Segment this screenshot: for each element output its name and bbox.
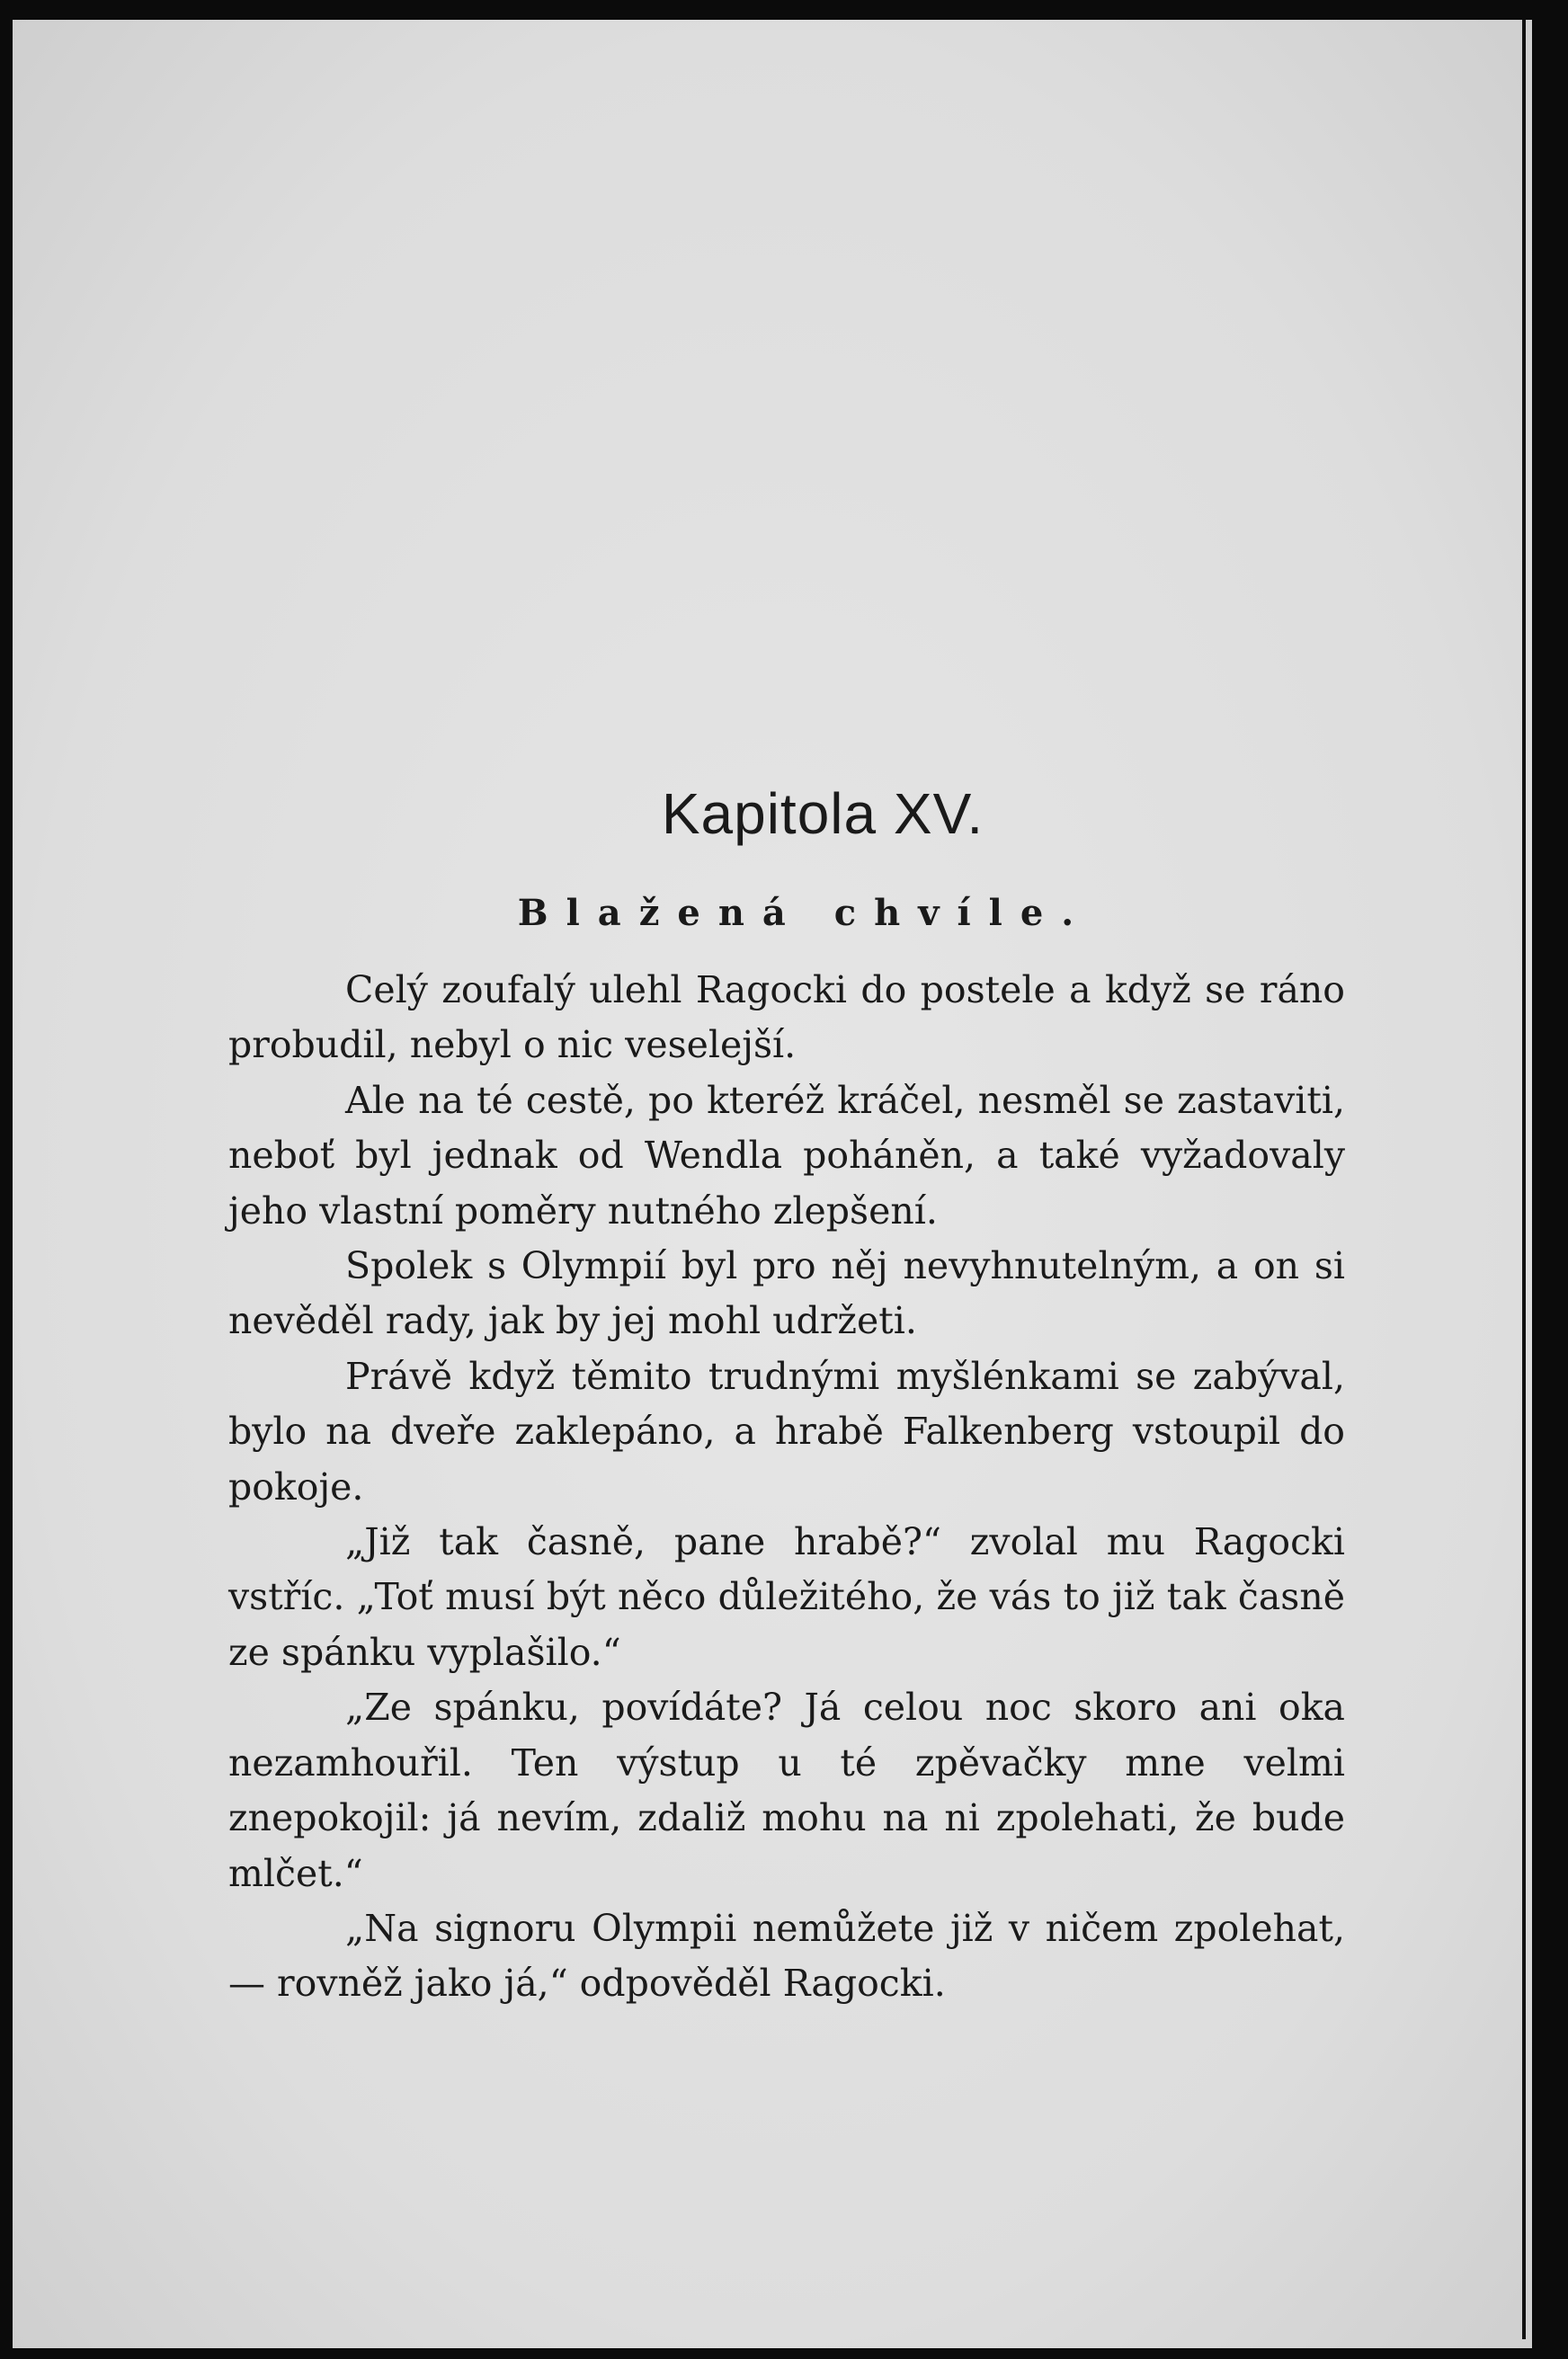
paragraph: „Na signoru Olympii nemůžete již v ničem zpolehat, — rovněž jako já,“ odpověděl Ragocki. [228, 1906, 1345, 2006]
paragraph: Spolek s Olympií byl pro něj nevyhnutelným, a on si nevěděl rady, jak by jej mohl udržeti. [228, 1244, 1345, 1343]
paragraph: „Již tak časně, pane hrabě?“ zvolal mu Ragocki vstříc. „Toť musí být něco důležitého, že vás to již tak časně ze spánku vyplašilo.“ [228, 1520, 1345, 1674]
binding-edge [1522, 20, 1526, 2339]
chapter-title: Kapitola XV. [661, 781, 984, 846]
paragraph: Právě když těmito trudnými myšlénkami se zabýval, bylo na dveře zaklepáno, a hrabě Falkenberg vstoupil do pokoje. [228, 1354, 1345, 1509]
paragraph: „Ze spánku, povídáte? Já celou noc skoro ani oka nezamhouřil. Ten výstup u té zpěvačky mne velmi znepokojil: já nevím, zdaliž mohu na ni zpolehati, že bude mlčet.“ [228, 1686, 1345, 1895]
chapter-subtitle: Blažená chvíle. [517, 892, 1092, 934]
paragraph: Ale na té cestě, po kteréž kráčel, nesměl se zastaviti, neboť byl jednak od Wendla poháněn, a také vyžadovaly jeho vlastní poměry nutného zlepšení. [228, 1078, 1345, 1233]
chapter-text [228, 769, 1345, 2012]
paragraph: Celý zoufalý ulehl Ragocki do postele a když se ráno probudil, nebyl o nic veselejší. [228, 968, 1345, 1067]
